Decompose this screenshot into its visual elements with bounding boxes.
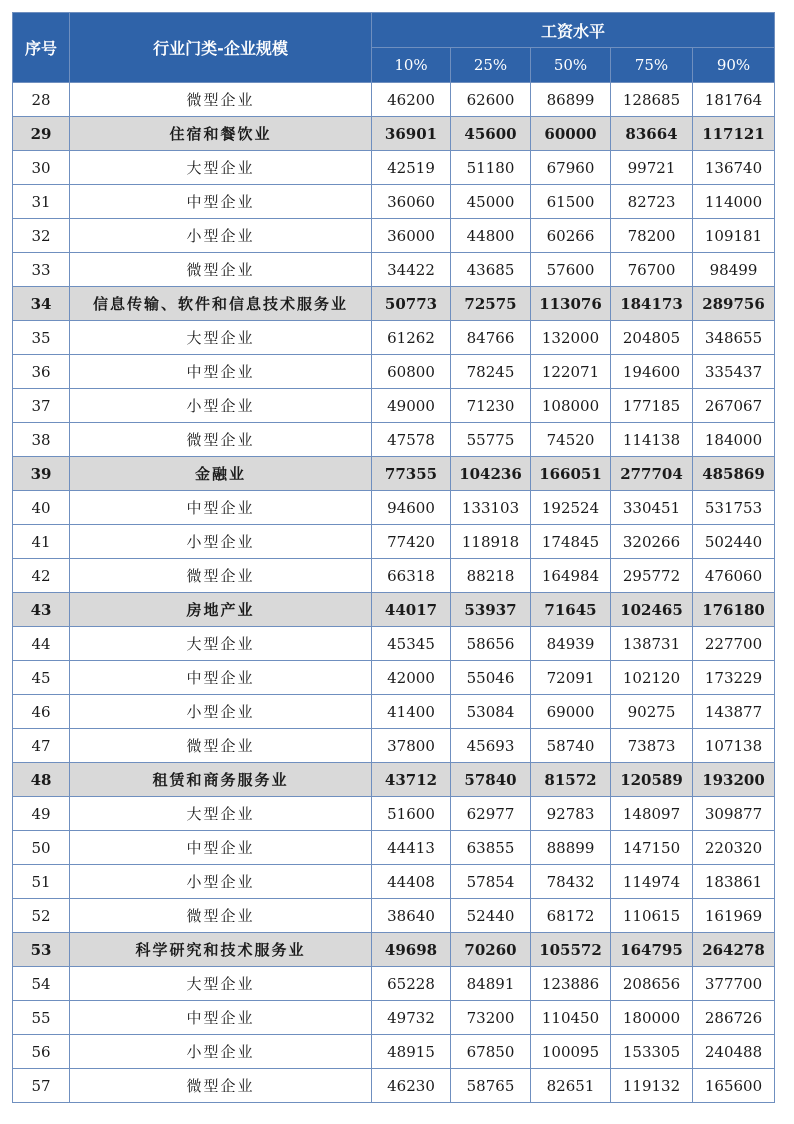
row-value-p10: 38640 [372,899,451,933]
table-row [13,185,775,219]
row-name: 微型企业 [70,559,372,593]
row-value-p25: 55046 [451,661,531,695]
header-p25: 25% [451,48,531,83]
row-value-p50: 88899 [531,831,611,865]
row-name: 科学研究和技术服务业 [70,933,372,967]
row-seq: 53 [13,933,70,967]
row-seq: 56 [13,1035,70,1069]
row-value-p25: 62600 [451,83,531,117]
row-name: 微型企业 [70,1069,372,1103]
row-value-p10: 77420 [372,525,451,559]
table-row [13,491,775,525]
row-value-p10: 42519 [372,151,451,185]
row-value-p75: 208656 [611,967,693,1001]
row-seq: 31 [13,185,70,219]
row-value-p75: 277704 [611,457,693,491]
table-row-category [13,117,775,151]
row-value-p75: 148097 [611,797,693,831]
row-seq: 38 [13,423,70,457]
table-row [13,151,775,185]
row-seq: 39 [13,457,70,491]
header-p10: 10% [372,48,451,83]
row-name: 微型企业 [70,899,372,933]
row-value-p50: 60000 [531,117,611,151]
row-name: 小型企业 [70,695,372,729]
row-value-p75: 76700 [611,253,693,287]
row-value-p75: 138731 [611,627,693,661]
row-value-p75: 102465 [611,593,693,627]
row-value-p50: 86899 [531,83,611,117]
row-value-p25: 84766 [451,321,531,355]
row-value-p50: 74520 [531,423,611,457]
row-name: 中型企业 [70,491,372,525]
row-value-p90: 286726 [693,1001,775,1035]
row-value-p10: 50773 [372,287,451,321]
table-row [13,389,775,423]
row-value-p90: 476060 [693,559,775,593]
table-row [13,355,775,389]
row-value-p75: 114138 [611,423,693,457]
row-value-p25: 55775 [451,423,531,457]
row-value-p10: 47578 [372,423,451,457]
table-row [13,661,775,695]
table-row [13,1069,775,1103]
row-value-p10: 60800 [372,355,451,389]
row-seq: 30 [13,151,70,185]
row-seq: 40 [13,491,70,525]
row-value-p10: 46230 [372,1069,451,1103]
row-name: 小型企业 [70,219,372,253]
row-name: 大型企业 [70,797,372,831]
row-seq: 57 [13,1069,70,1103]
row-value-p25: 63855 [451,831,531,865]
row-value-p90: 184000 [693,423,775,457]
row-value-p10: 36901 [372,117,451,151]
table-row [13,797,775,831]
row-value-p25: 118918 [451,525,531,559]
row-value-p25: 53937 [451,593,531,627]
row-value-p25: 45600 [451,117,531,151]
row-seq: 55 [13,1001,70,1035]
row-value-p10: 46200 [372,83,451,117]
row-value-p90: 109181 [693,219,775,253]
row-value-p10: 44408 [372,865,451,899]
row-value-p25: 52440 [451,899,531,933]
row-value-p25: 84891 [451,967,531,1001]
row-seq: 41 [13,525,70,559]
row-seq: 50 [13,831,70,865]
row-value-p50: 58740 [531,729,611,763]
row-name: 金融业 [70,457,372,491]
row-value-p25: 53084 [451,695,531,729]
row-name: 大型企业 [70,627,372,661]
row-name: 中型企业 [70,355,372,389]
row-value-p10: 45345 [372,627,451,661]
row-value-p75: 82723 [611,185,693,219]
row-value-p90: 309877 [693,797,775,831]
row-value-p75: 147150 [611,831,693,865]
row-value-p90: 348655 [693,321,775,355]
row-value-p75: 120589 [611,763,693,797]
row-value-p90: 161969 [693,899,775,933]
row-name: 微型企业 [70,423,372,457]
row-seq: 42 [13,559,70,593]
row-value-p90: 193200 [693,763,775,797]
row-name: 中型企业 [70,185,372,219]
row-value-p90: 335437 [693,355,775,389]
row-value-p75: 110615 [611,899,693,933]
wage-table [12,12,775,1103]
row-value-p90: 240488 [693,1035,775,1069]
row-name: 小型企业 [70,865,372,899]
row-value-p10: 36060 [372,185,451,219]
row-value-p50: 61500 [531,185,611,219]
row-value-p90: 502440 [693,525,775,559]
row-value-p50: 105572 [531,933,611,967]
header-category: 行业门类-企业规模 [70,13,372,83]
row-value-p75: 320266 [611,525,693,559]
row-seq: 43 [13,593,70,627]
row-name: 大型企业 [70,321,372,355]
row-value-p25: 51180 [451,151,531,185]
row-value-p25: 57854 [451,865,531,899]
table-row [13,729,775,763]
row-value-p10: 48915 [372,1035,451,1069]
row-seq: 49 [13,797,70,831]
table-row [13,865,775,899]
row-value-p10: 34422 [372,253,451,287]
row-value-p75: 164795 [611,933,693,967]
table-body [13,83,775,1103]
wage-table-container [12,12,774,1103]
row-value-p50: 166051 [531,457,611,491]
table-row [13,695,775,729]
row-value-p90: 181764 [693,83,775,117]
row-value-p90: 98499 [693,253,775,287]
table-row [13,219,775,253]
row-value-p10: 44413 [372,831,451,865]
row-value-p90: 165600 [693,1069,775,1103]
row-value-p50: 84939 [531,627,611,661]
row-seq: 51 [13,865,70,899]
table-header [13,13,775,83]
row-value-p90: 183861 [693,865,775,899]
row-value-p10: 42000 [372,661,451,695]
table-row [13,423,775,457]
table-row-category [13,287,775,321]
row-value-p75: 102120 [611,661,693,695]
row-name: 中型企业 [70,661,372,695]
row-value-p75: 153305 [611,1035,693,1069]
row-name: 小型企业 [70,389,372,423]
row-value-p90: 117121 [693,117,775,151]
row-value-p75: 114974 [611,865,693,899]
table-row [13,899,775,933]
row-value-p10: 36000 [372,219,451,253]
table-row [13,831,775,865]
row-value-p25: 45693 [451,729,531,763]
row-value-p90: 220320 [693,831,775,865]
row-value-p75: 78200 [611,219,693,253]
row-value-p90: 107138 [693,729,775,763]
row-value-p25: 58656 [451,627,531,661]
row-value-p50: 132000 [531,321,611,355]
row-value-p10: 44017 [372,593,451,627]
row-value-p25: 43685 [451,253,531,287]
row-value-p75: 90275 [611,695,693,729]
row-value-p25: 133103 [451,491,531,525]
row-name: 租赁和商务服务业 [70,763,372,797]
table-row-category [13,457,775,491]
header-wage-level: 工资水平 [372,13,775,48]
table-row-category [13,933,775,967]
row-name: 住宿和餐饮业 [70,117,372,151]
row-value-p90: 289756 [693,287,775,321]
row-value-p75: 177185 [611,389,693,423]
row-value-p90: 176180 [693,593,775,627]
row-name: 大型企业 [70,151,372,185]
row-name: 小型企业 [70,1035,372,1069]
row-value-p50: 123886 [531,967,611,1001]
table-row [13,253,775,287]
row-value-p75: 119132 [611,1069,693,1103]
header-seq: 序号 [13,13,70,83]
row-seq: 33 [13,253,70,287]
row-seq: 48 [13,763,70,797]
row-value-p25: 104236 [451,457,531,491]
row-value-p90: 531753 [693,491,775,525]
row-value-p90: 377700 [693,967,775,1001]
row-value-p90: 173229 [693,661,775,695]
row-value-p50: 68172 [531,899,611,933]
row-value-p50: 108000 [531,389,611,423]
row-value-p90: 264278 [693,933,775,967]
row-value-p50: 92783 [531,797,611,831]
row-seq: 44 [13,627,70,661]
row-value-p90: 485869 [693,457,775,491]
header-p90: 90% [693,48,775,83]
row-name: 大型企业 [70,967,372,1001]
row-seq: 54 [13,967,70,1001]
row-value-p75: 194600 [611,355,693,389]
row-value-p10: 41400 [372,695,451,729]
table-row [13,627,775,661]
row-value-p10: 66318 [372,559,451,593]
row-name: 中型企业 [70,831,372,865]
row-value-p75: 184173 [611,287,693,321]
row-value-p50: 60266 [531,219,611,253]
table-row [13,83,775,117]
row-value-p50: 100095 [531,1035,611,1069]
header-p75: 75% [611,48,693,83]
row-seq: 47 [13,729,70,763]
row-value-p50: 67960 [531,151,611,185]
row-name: 中型企业 [70,1001,372,1035]
row-value-p25: 45000 [451,185,531,219]
row-value-p75: 73873 [611,729,693,763]
row-value-p10: 94600 [372,491,451,525]
row-value-p75: 128685 [611,83,693,117]
header-p50: 50% [531,48,611,83]
row-value-p25: 57840 [451,763,531,797]
table-row [13,321,775,355]
row-value-p50: 122071 [531,355,611,389]
row-value-p90: 136740 [693,151,775,185]
row-seq: 37 [13,389,70,423]
row-seq: 28 [13,83,70,117]
row-seq: 35 [13,321,70,355]
row-value-p50: 71645 [531,593,611,627]
row-value-p50: 164984 [531,559,611,593]
row-value-p25: 88218 [451,559,531,593]
row-value-p90: 227700 [693,627,775,661]
table-row-category [13,763,775,797]
row-seq: 45 [13,661,70,695]
row-value-p50: 192524 [531,491,611,525]
row-name: 房地产业 [70,593,372,627]
row-value-p25: 73200 [451,1001,531,1035]
table-row [13,967,775,1001]
row-value-p25: 44800 [451,219,531,253]
row-value-p25: 62977 [451,797,531,831]
row-value-p50: 57600 [531,253,611,287]
row-value-p90: 267067 [693,389,775,423]
row-value-p75: 180000 [611,1001,693,1035]
row-value-p75: 204805 [611,321,693,355]
row-value-p75: 295772 [611,559,693,593]
row-name: 信息传输、软件和信息技术服务业 [70,287,372,321]
row-value-p75: 83664 [611,117,693,151]
table-row [13,559,775,593]
row-value-p10: 37800 [372,729,451,763]
row-value-p10: 43712 [372,763,451,797]
row-name: 微型企业 [70,253,372,287]
row-value-p10: 77355 [372,457,451,491]
row-value-p50: 72091 [531,661,611,695]
row-value-p75: 99721 [611,151,693,185]
row-value-p10: 65228 [372,967,451,1001]
row-value-p90: 143877 [693,695,775,729]
row-name: 微型企业 [70,729,372,763]
row-seq: 46 [13,695,70,729]
row-value-p25: 67850 [451,1035,531,1069]
table-row [13,1035,775,1069]
row-value-p50: 82651 [531,1069,611,1103]
row-seq: 29 [13,117,70,151]
row-value-p90: 114000 [693,185,775,219]
row-value-p10: 61262 [372,321,451,355]
row-seq: 32 [13,219,70,253]
row-name: 小型企业 [70,525,372,559]
row-value-p75: 330451 [611,491,693,525]
row-value-p25: 78245 [451,355,531,389]
row-value-p50: 69000 [531,695,611,729]
row-value-p50: 78432 [531,865,611,899]
row-seq: 52 [13,899,70,933]
table-row-category [13,593,775,627]
row-value-p25: 70260 [451,933,531,967]
row-value-p10: 49698 [372,933,451,967]
table-row [13,1001,775,1035]
row-value-p25: 58765 [451,1069,531,1103]
table-row [13,525,775,559]
row-value-p10: 49732 [372,1001,451,1035]
row-seq: 36 [13,355,70,389]
row-value-p10: 51600 [372,797,451,831]
row-value-p50: 110450 [531,1001,611,1035]
row-value-p50: 174845 [531,525,611,559]
row-value-p50: 113076 [531,287,611,321]
row-value-p50: 81572 [531,763,611,797]
row-value-p25: 72575 [451,287,531,321]
row-name: 微型企业 [70,83,372,117]
row-seq: 34 [13,287,70,321]
row-value-p25: 71230 [451,389,531,423]
row-value-p10: 49000 [372,389,451,423]
